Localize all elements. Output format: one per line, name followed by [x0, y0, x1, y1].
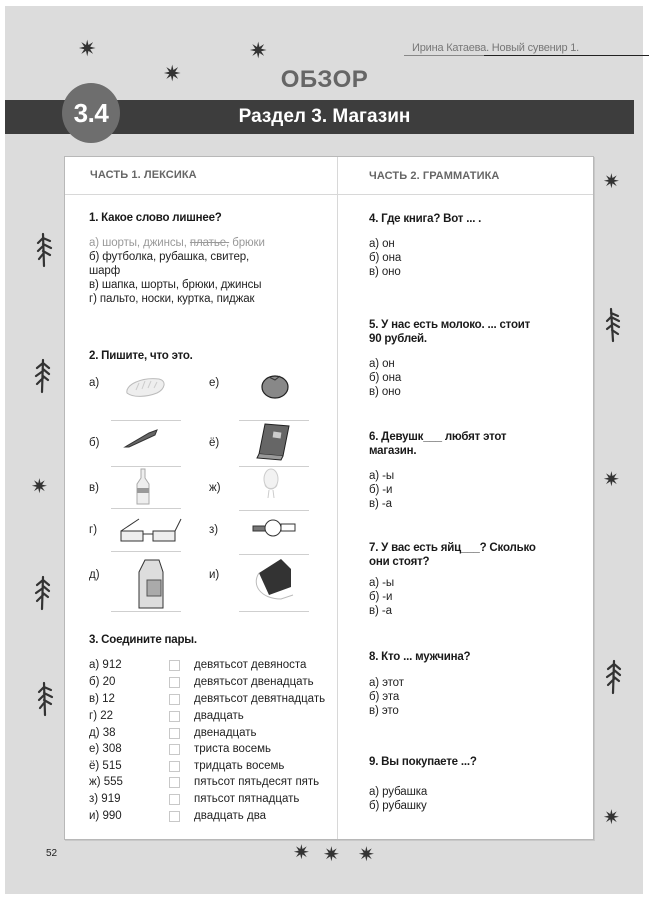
- q5-option-v: в) оно: [369, 386, 401, 398]
- part1-heading: ЧАСТЬ 1. ЛЕКСИКА: [90, 169, 197, 181]
- pic-label-g: г): [89, 524, 98, 536]
- q9-option-b: б) рубашку: [369, 800, 427, 812]
- match-row: [89, 791, 299, 807]
- match-number: г) 22: [89, 710, 114, 722]
- author-book-line: Ирина Катаева. Новый сувенир 1.: [404, 42, 649, 56]
- q6-option-a: а) -ы: [369, 470, 395, 482]
- match-checkbox[interactable]: [169, 660, 180, 671]
- match-number: и) 990: [89, 810, 122, 822]
- section-title: Раздел 3. Магазин: [238, 106, 411, 127]
- match-word: двадцать: [194, 710, 244, 722]
- match-row: [89, 774, 319, 790]
- match-word: двенадцать: [194, 727, 257, 739]
- pic-label-z: з): [209, 524, 219, 536]
- pic-label-v: в): [89, 482, 99, 494]
- q3-question: 3. Соедините пары.: [89, 634, 197, 646]
- match-row: [89, 657, 306, 673]
- snowflake-icon: ✷: [603, 807, 620, 829]
- match-word: тридцать восемь: [194, 760, 285, 772]
- part2-heading: ЧАСТЬ 2. ГРАММАТИКА: [369, 170, 500, 182]
- q6-option-b: б) -и: [369, 484, 393, 496]
- milk-carton-icon: [135, 558, 165, 610]
- match-word: девятьсот девятнадцать: [194, 693, 326, 705]
- tree-icon: [604, 307, 624, 343]
- q6-option-v: в) -а: [369, 498, 392, 510]
- snowflake-icon: ✷: [603, 469, 620, 491]
- match-number: д) 38: [89, 727, 116, 739]
- q4-option-v: в) оно: [369, 266, 401, 278]
- match-row: [89, 725, 257, 741]
- comb-icon: [123, 427, 159, 449]
- answer-line[interactable]: [239, 611, 309, 612]
- q1-option-v: в) шапка, шорты, брюки, джинсы: [89, 279, 262, 291]
- match-checkbox[interactable]: [169, 794, 180, 805]
- match-number: ж) 555: [89, 776, 123, 788]
- match-row: [89, 691, 325, 707]
- bottle-icon: [133, 468, 153, 506]
- q7-options: [369, 576, 394, 618]
- q7-option-a: а) -ы: [369, 577, 395, 589]
- q4-question: 4. Где книга? Вот ... .: [369, 213, 482, 225]
- q8-option-a: а) этот: [369, 677, 404, 689]
- wristwatch-icon: [251, 517, 297, 539]
- pic-label-yo: ё): [209, 437, 220, 449]
- q1-option-b-cont: шарф: [89, 265, 121, 277]
- match-checkbox[interactable]: [169, 677, 180, 688]
- match-row: [89, 674, 314, 690]
- q7-question: 7. У вас есть яйц___? Сколько они стоят?: [369, 542, 536, 568]
- tree-icon: [604, 659, 624, 695]
- q7-option-v: в) -а: [369, 605, 392, 617]
- q5-option-a: а) он: [369, 358, 395, 370]
- snowflake-icon: ✷: [603, 171, 620, 193]
- pic-label-d: д): [89, 569, 100, 581]
- tomato-icon: [259, 372, 291, 400]
- answer-line[interactable]: [111, 551, 181, 552]
- match-checkbox[interactable]: [169, 728, 180, 739]
- match-word: девятьсот девяноста: [194, 659, 307, 671]
- q5-option-b: б) она: [369, 372, 402, 384]
- snowflake-icon: ✷: [78, 36, 97, 61]
- section-number-badge: 3.4: [62, 83, 120, 143]
- snowflake-icon: ✷: [323, 844, 340, 866]
- q8-question: 8. Кто ... мужчина?: [369, 651, 471, 663]
- q1-options: [89, 236, 265, 306]
- book-icon: [253, 422, 293, 462]
- answer-line[interactable]: [239, 510, 309, 511]
- match-checkbox[interactable]: [169, 744, 180, 755]
- header-divider: [65, 194, 593, 195]
- q5-options: [369, 357, 401, 399]
- overview-title: ОБЗОР: [280, 66, 369, 93]
- q8-options: [369, 676, 404, 718]
- match-checkbox[interactable]: [169, 761, 180, 772]
- q9-options: [369, 785, 427, 813]
- match-row: [89, 758, 284, 774]
- q1-option-a: а) шорты, джинсы, платье, брюки: [89, 237, 265, 249]
- q6-options: [369, 469, 394, 511]
- pic-label-zh: ж): [209, 482, 221, 494]
- match-checkbox[interactable]: [169, 694, 180, 705]
- answer-line[interactable]: [239, 420, 309, 421]
- snowflake-icon: ✷: [293, 842, 310, 864]
- match-row: [89, 808, 266, 824]
- tree-icon: [36, 681, 56, 717]
- match-row: [89, 708, 244, 724]
- q4-option-a: а) он: [369, 238, 395, 250]
- pic-label-a: а): [89, 377, 100, 389]
- q9-question: 9. Вы покупаете ...?: [369, 756, 477, 768]
- match-number: ё) 515: [89, 760, 122, 772]
- pic-label-e: е): [209, 377, 220, 389]
- q8-option-v: в) это: [369, 705, 399, 717]
- page-number: 52: [46, 848, 58, 859]
- exercise-card: [64, 156, 594, 840]
- match-word: девятьсот двенадцать: [194, 676, 314, 688]
- answer-line[interactable]: [239, 466, 309, 467]
- q1-option-g: г) пальто, носки, куртка, пиджак: [89, 293, 255, 305]
- tree-icon: [33, 575, 53, 611]
- answer-line[interactable]: [111, 611, 181, 612]
- match-word: двадцать два: [194, 810, 267, 822]
- match-word: пятьсот пятнадцать: [194, 793, 300, 805]
- match-number: е) 308: [89, 743, 122, 755]
- pic-label-b: б): [89, 437, 100, 449]
- q2-question: 2. Пишите, что это.: [89, 350, 193, 362]
- glasses-icon: [117, 517, 185, 545]
- match-word: триста восемь: [194, 743, 271, 755]
- column-divider: [337, 157, 338, 839]
- tree-icon: [35, 232, 55, 268]
- snowflake-icon: ✷: [31, 476, 48, 498]
- q4-option-b: б) она: [369, 252, 402, 264]
- answer-line[interactable]: [111, 466, 181, 467]
- q8-option-b: б) эта: [369, 691, 400, 703]
- match-word: пятьсот пятьдесят пять: [194, 776, 320, 788]
- snowflake-icon: ✷: [163, 61, 182, 86]
- scarf-icon: [251, 555, 301, 605]
- match-row: [89, 741, 271, 757]
- snowflake-icon: ✷: [358, 844, 375, 866]
- match-number: з) 919: [89, 793, 121, 805]
- match-checkbox[interactable]: [169, 811, 180, 822]
- match-number: а) 912: [89, 659, 122, 671]
- answer-line[interactable]: [111, 508, 181, 509]
- bread-icon: [123, 375, 167, 399]
- match-number: в) 12: [89, 693, 115, 705]
- q4-options: [369, 237, 401, 279]
- q7-option-b: б) -и: [369, 591, 393, 603]
- q5-question: 5. У нас есть молоко. ... стоит 90 рублей.: [369, 319, 531, 345]
- pic-label-i: и): [209, 569, 220, 581]
- tree-icon: [33, 358, 53, 394]
- q6-question: 6. Девушк___ любят этот магазин.: [369, 431, 507, 457]
- answer-line[interactable]: [111, 420, 181, 421]
- match-checkbox[interactable]: [169, 777, 180, 788]
- q1-option-b: б) футболка, рубашка, свитер,: [89, 251, 250, 263]
- egg-icon: [261, 468, 281, 500]
- match-number: б) 20: [89, 676, 116, 688]
- match-checkbox[interactable]: [169, 711, 180, 722]
- q9-option-a: а) рубашка: [369, 786, 428, 798]
- snowflake-icon: ✷: [249, 38, 268, 63]
- q1-question: 1. Какое слово лишнее?: [89, 212, 222, 224]
